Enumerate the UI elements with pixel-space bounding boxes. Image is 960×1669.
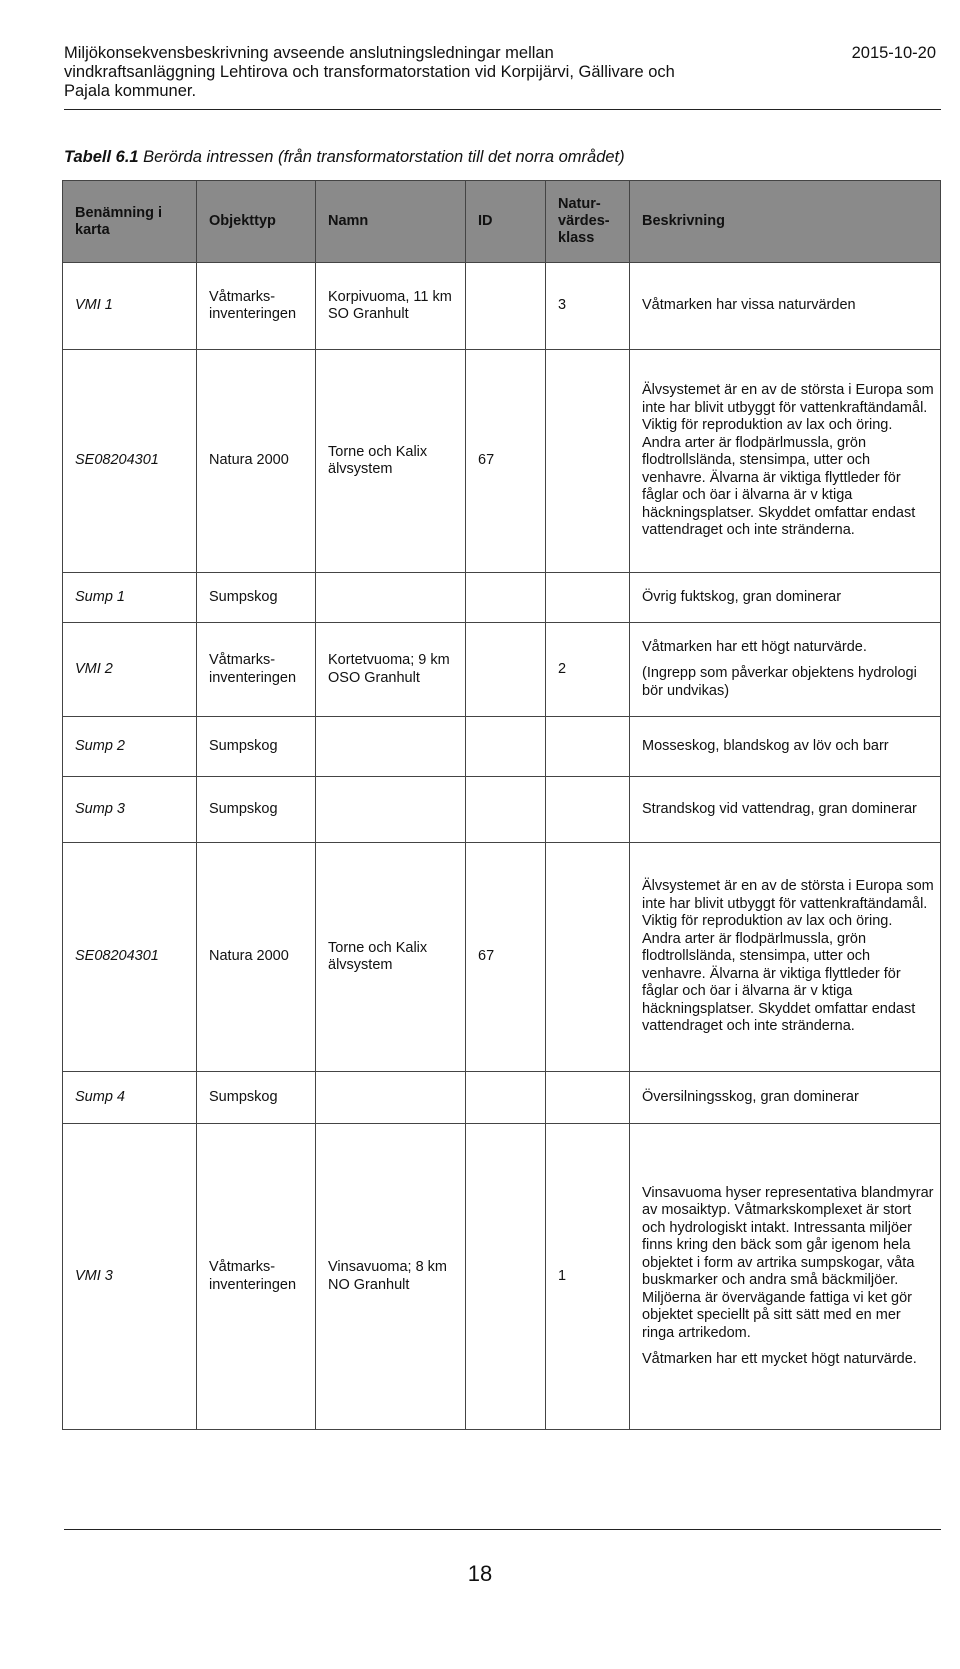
row-description: Älvsystemet är en av de största i Europa som inte har blivit utbyggt för vattenkraftändamål. Viktig för reproduktion av lax och öring. Andra arter är flodpärlmussla, grön flodtrollslända, stensimpa, utter och venhavre. Älvarna är viktiga flyttleder för fåglar och öar i älvarna är v ktiga häckningsplatser. Skyddet omfattar endast vattendraget och inte stränderna. — [630, 350, 941, 573]
row-name: Kortetvuoma; 9 km OSO Granhult — [316, 623, 466, 717]
row-class: 1 — [546, 1124, 630, 1430]
table-row — [63, 263, 941, 350]
row-label: VMI 3 — [63, 1124, 197, 1430]
footer-divider — [64, 1529, 941, 1530]
row-id — [466, 263, 546, 350]
row-label: VMI 1 — [63, 263, 197, 350]
row-id — [466, 1124, 546, 1430]
table-caption-text: Berörda intressen (från transformatorstation till det norra området) — [138, 148, 625, 166]
table-row — [63, 623, 941, 717]
table-row — [63, 1072, 941, 1124]
row-type: Sumpskog — [197, 777, 316, 843]
row-name: Vinsavuoma; 8 km NO Granhult — [316, 1124, 466, 1430]
row-description: Mosseskog, blandskog av löv och barr — [630, 717, 941, 777]
document-title: Miljökonsekvensbeskrivning avseende anslutningsledningar mellan vindkraftsanläggning Lehtirova och transformatorstation vid Korpijärvi, Gällivare och Pajala kommuner. — [64, 44, 675, 100]
row-class: 2 — [546, 623, 630, 717]
row-type: Natura 2000 — [197, 843, 316, 1072]
row-description: Övrig fuktskog, gran dominerar — [630, 573, 941, 623]
row-class — [546, 573, 630, 623]
row-label: SE08204301 — [63, 350, 197, 573]
row-label: Sump 3 — [63, 777, 197, 843]
row-type: Sumpskog — [197, 1072, 316, 1124]
row-class — [546, 843, 630, 1072]
row-description: Vinsavuoma hyser representativa blandmyrar av mosaiktyp. Våtmarkskomplexet är stort och hydrologiskt intakt. Intressanta miljöer finns kring den bäck som går igenom hela objektet i form av artrika sumpskogar, våta buskmarker och andra små bäckmiljöer. Miljöerna är övervägande fattiga vi ket gör objektet speciellt på sitt sätt med en mer ringa artrikedom. Våtmarken har ett mycket högt naturvärde. — [630, 1124, 941, 1430]
table-row — [63, 350, 941, 573]
row-type: Våtmarks-inventeringen — [197, 1124, 316, 1430]
table-row — [63, 717, 941, 777]
row-type: Våtmarks-inventeringen — [197, 623, 316, 717]
row-name — [316, 573, 466, 623]
row-class — [546, 1072, 630, 1124]
row-label: Sump 4 — [63, 1072, 197, 1124]
row-id: 67 — [466, 350, 546, 573]
row-name: Korpivuoma, 11 km SO Granhult — [316, 263, 466, 350]
column-header: Beskrivning — [630, 181, 941, 263]
page-header — [64, 44, 940, 101]
row-class — [546, 777, 630, 843]
row-name — [316, 777, 466, 843]
column-header: Objekttyp — [197, 181, 316, 263]
table-row — [63, 1124, 941, 1430]
row-label: SE08204301 — [63, 843, 197, 1072]
row-type: Sumpskog — [197, 573, 316, 623]
row-id — [466, 777, 546, 843]
table-row — [63, 777, 941, 843]
row-label: Sump 1 — [63, 573, 197, 623]
row-description: Våtmarken har ett högt naturvärde. (Ingrepp som påverkar objektens hydrologi bör undvikas) — [630, 623, 941, 717]
row-class — [546, 717, 630, 777]
column-header: Namn — [316, 181, 466, 263]
page-number: 18 — [467, 1561, 493, 1586]
row-type: Våtmarks-inventeringen — [197, 263, 316, 350]
column-header: Natur-värdes-klass — [546, 181, 630, 263]
row-description: Älvsystemet är en av de största i Europa som inte har blivit utbyggt för vattenkraftändamål. Viktig för reproduktion av lax och öring. Andra arter är flodpärlmussla, grön flodtrollslända, stensimpa, utter och venhavre. Älvarna är viktiga flyttleder för fåglar och öar i älvarna är v ktiga häckningsplatser. Skyddet omfattar endast vattendraget och inte stränderna. — [630, 843, 941, 1072]
table-caption — [64, 148, 625, 167]
column-header: ID — [466, 181, 546, 263]
row-description: Strandskog vid vattendrag, gran dominerar — [630, 777, 941, 843]
row-class: 3 — [546, 263, 630, 350]
row-type: Sumpskog — [197, 717, 316, 777]
header-divider — [64, 109, 941, 110]
table-caption-label: Tabell 6.1 — [64, 148, 139, 166]
row-id — [466, 623, 546, 717]
column-header: Benämning i karta — [63, 181, 197, 263]
table-row — [63, 573, 941, 623]
row-name — [316, 717, 466, 777]
document-date: 2015-10-20 — [851, 44, 936, 62]
row-label: VMI 2 — [63, 623, 197, 717]
row-name: Torne och Kalix älvsystem — [316, 350, 466, 573]
row-id — [466, 1072, 546, 1124]
row-description: Översilningsskog, gran dominerar — [630, 1072, 941, 1124]
row-description: Våtmarken har vissa naturvärden — [630, 263, 941, 350]
table-header-row — [63, 181, 941, 263]
row-name — [316, 1072, 466, 1124]
row-class — [546, 350, 630, 573]
row-name: Torne och Kalix älvsystem — [316, 843, 466, 1072]
interests-table — [62, 180, 941, 1430]
row-label: Sump 2 — [63, 717, 197, 777]
table-row — [63, 843, 941, 1072]
row-id — [466, 573, 546, 623]
row-type: Natura 2000 — [197, 350, 316, 573]
row-id: 67 — [466, 843, 546, 1072]
row-id — [466, 717, 546, 777]
